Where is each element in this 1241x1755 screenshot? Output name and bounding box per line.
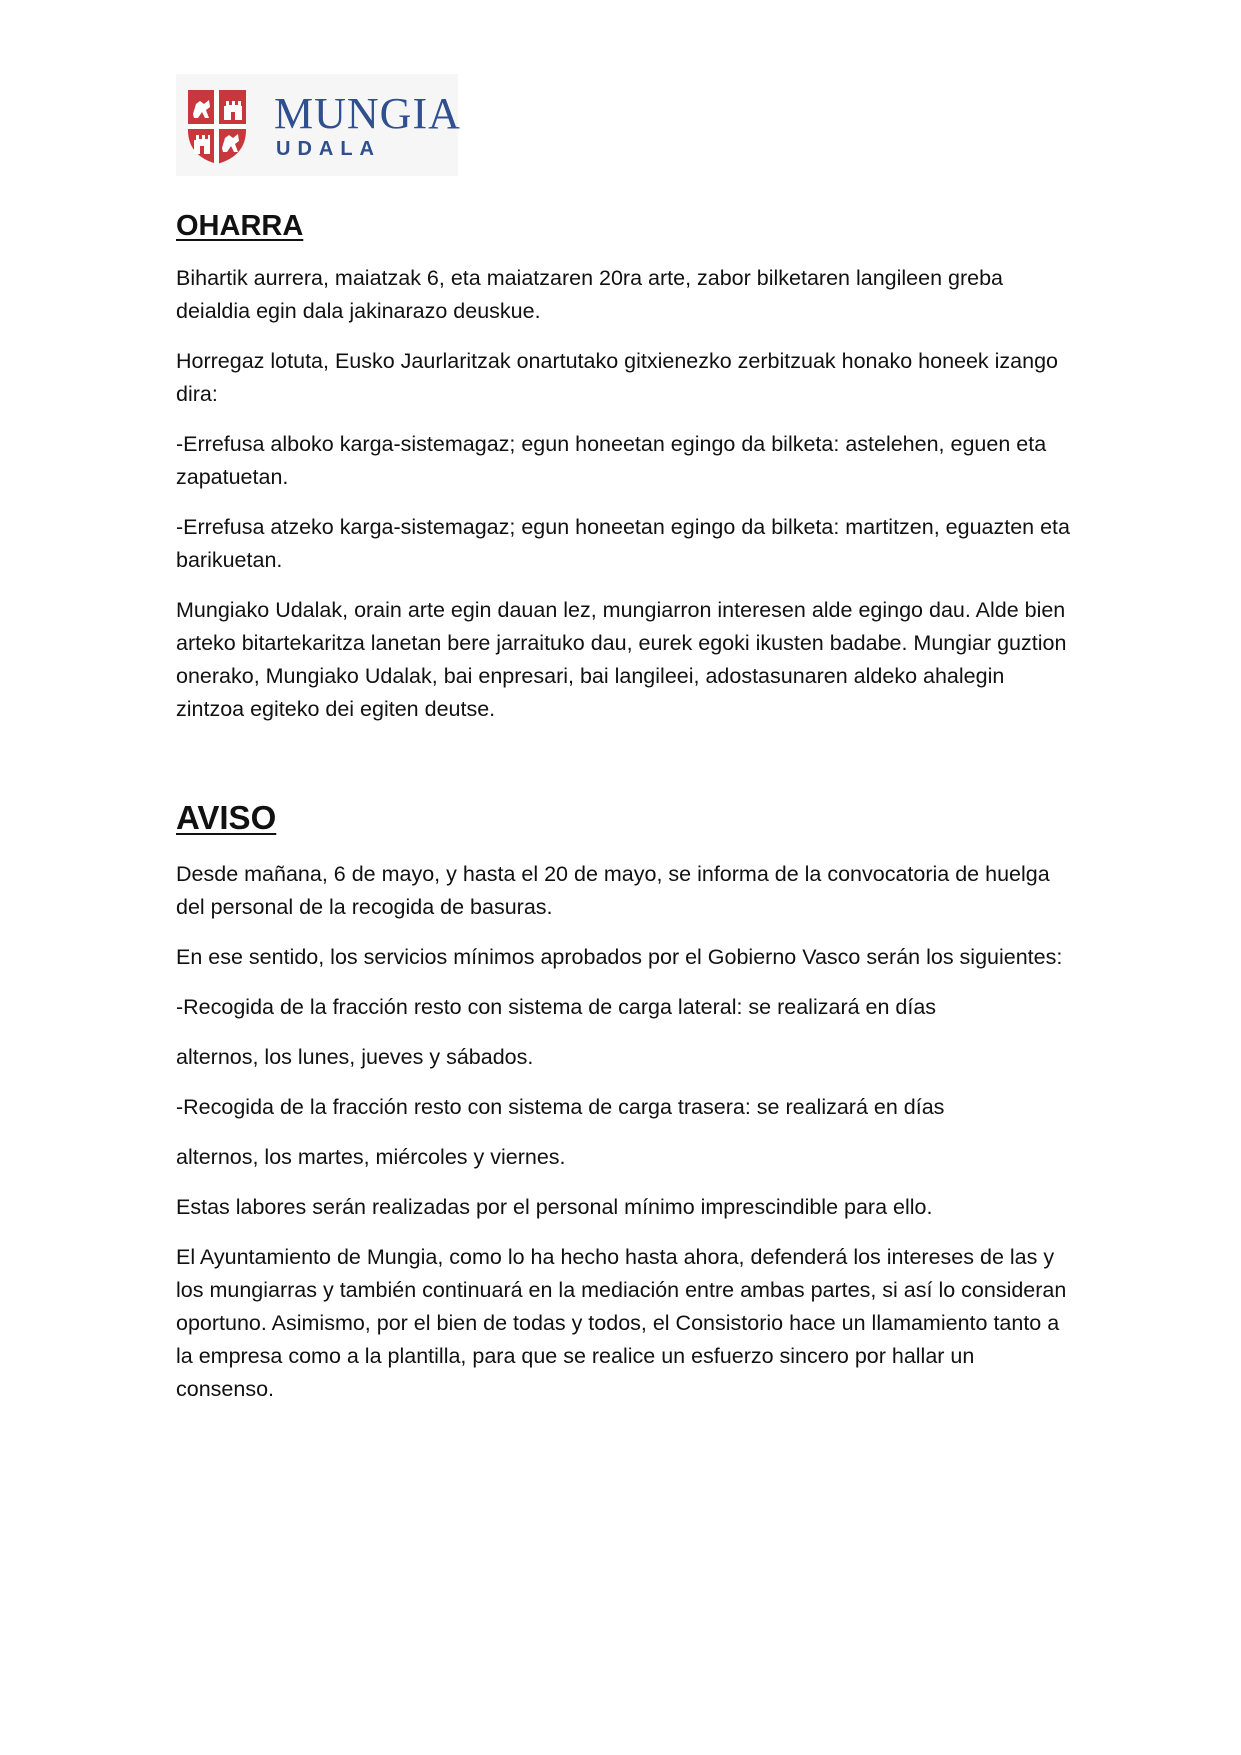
spanish-heading: AVISO: [176, 799, 277, 836]
paragraph: alternos, los martes, miércoles y viernes.: [176, 1145, 566, 1169]
paragraph: Bihartik aurrera, maiatzak 6, eta maiatzaren 20ra arte, zabor bilketaren langileen greba deialdia egin dala jakinarazo deuskue.: [176, 266, 1004, 323]
coat-of-arms-icon: [176, 74, 274, 176]
paragraph: Desde mañana, 6 de mayo, y hasta el 20 de mayo, se informa de la convocatoria de huelga del personal de la recogida de basuras.: [176, 862, 1050, 919]
paragraph: Estas labores serán realizadas por el personal mínimo imprescindible para ello.: [176, 1195, 933, 1219]
mungia-udala-logo: [176, 74, 461, 176]
paragraph: -Errefusa atzeko karga-sistemagaz; egun honeetan egingo da bilketa: martitzen, eguazten eta barikuetan.: [176, 515, 1070, 572]
basque-heading: OHARRA: [176, 210, 304, 242]
paragraph: -Recogida de la fracción resto con sistema de carga trasera: se realizará en días: [176, 1095, 945, 1119]
logo-name: MUNGIA: [274, 89, 461, 138]
paragraph: Mungiako Udalak, orain arte egin dauan lez, mungiarron interesen alde egingo dau. Alde bien arteko bitartekaritza lanetan bere jarraituko dau, eurek egoki ikusten badabe. Mungiar guztion onerako, Mungiako Udalak, bai enpresari, bai langileei, adostasunaren aldeko ahalegin zintzoa egiteko dei egiten deutse.: [176, 598, 1067, 721]
paragraph: alternos, los lunes, jueves y sábados.: [176, 1045, 534, 1069]
paragraph: En ese sentido, los servicios mínimos aprobados por el Gobierno Vasco serán los siguientes:: [176, 945, 1063, 969]
logo-subtitle: UDALA: [276, 138, 381, 160]
notice-content: [176, 208, 1076, 1423]
paragraph: El Ayuntamiento de Mungia, como lo ha hecho hasta ahora, defenderá los intereses de las y los mungiarras y también continuará en la mediación entre ambas partes, si así lo consideran oportuno. Asimismo, por el bien de todas y todos, el Consistorio hace un llamamiento tanto a la empresa como a la plantilla, para que se realice un esfuerzo sincero por hallar un consenso.: [176, 1245, 1067, 1401]
paragraph: Horregaz lotuta, Eusko Jaurlaritzak onartutako gitxienezko zerbitzuak honako honeek izango dira:: [176, 349, 1059, 406]
spanish-notice: [176, 798, 1076, 1406]
basque-notice: [176, 208, 1076, 726]
paragraph: -Recogida de la fracción resto con sistema de carga lateral: se realizará en días: [176, 995, 937, 1019]
paragraph: -Errefusa alboko karga-sistemagaz; egun honeetan egingo da bilketa: astelehen, eguen eta zapatuetan.: [176, 432, 1047, 489]
